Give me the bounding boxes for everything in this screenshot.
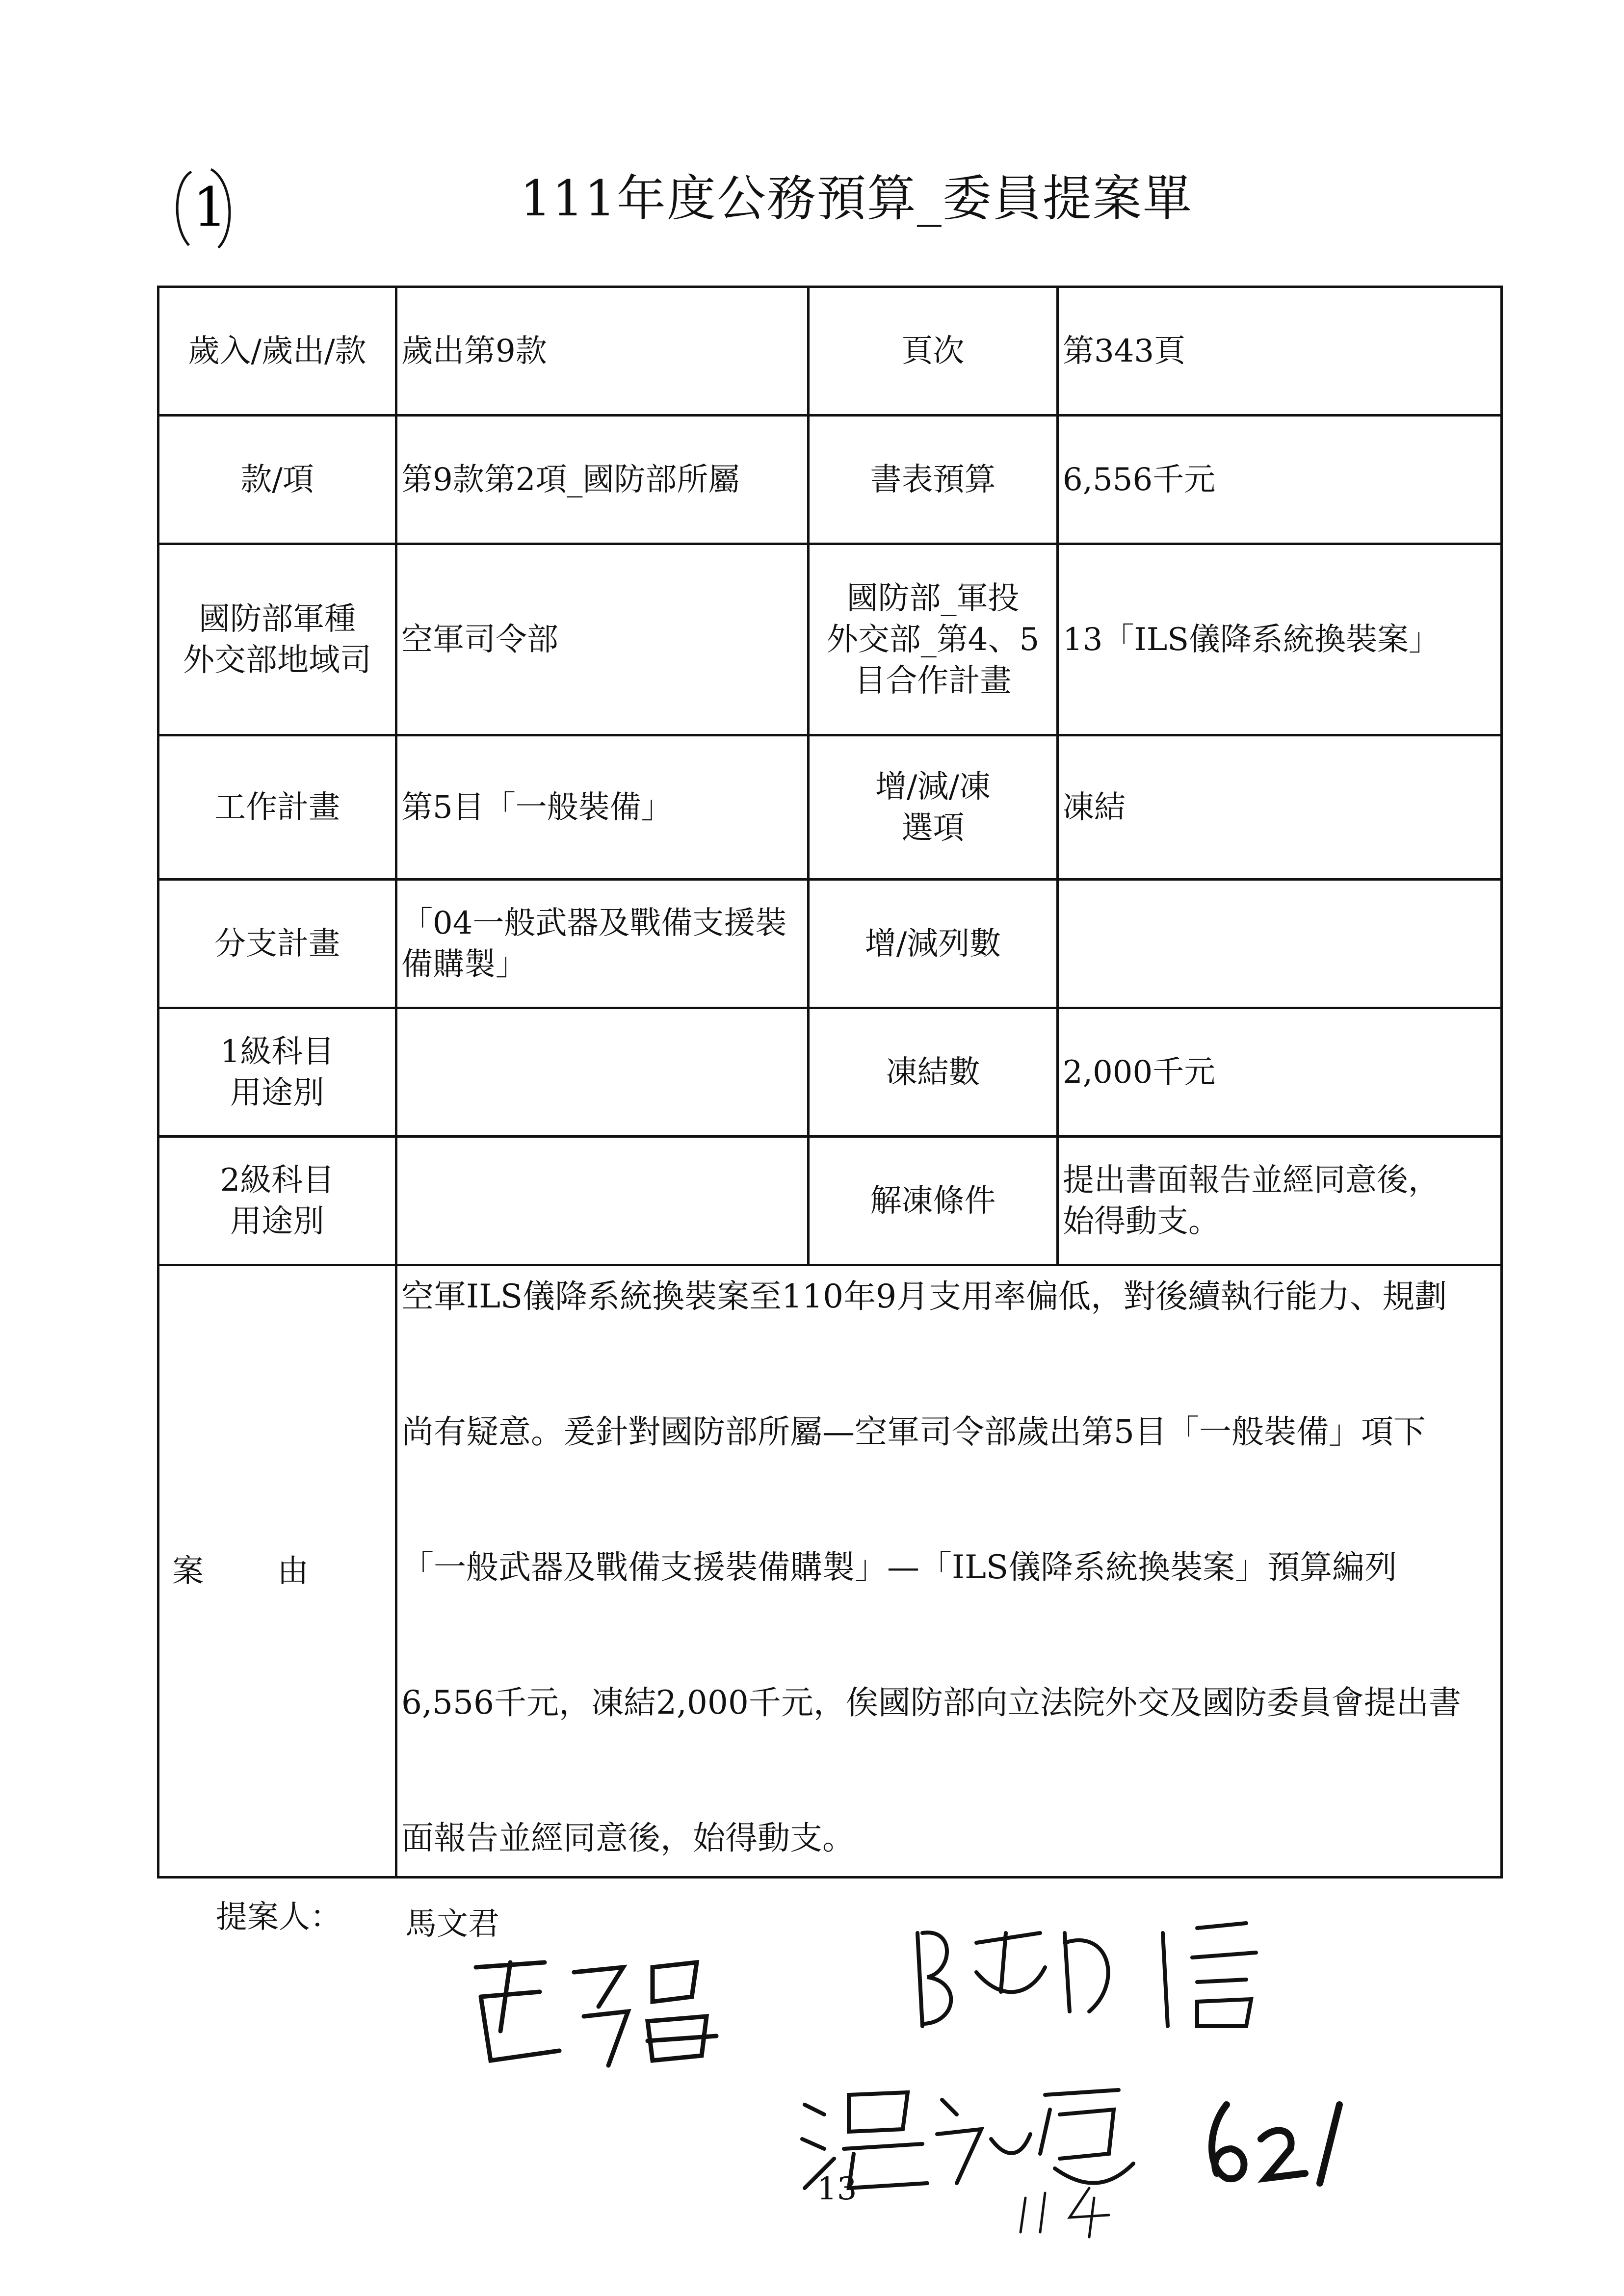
form-row-reason	[158, 1265, 1502, 1878]
label-level2-subject	[158, 1137, 396, 1265]
label-unit-line1: 國防部軍種	[199, 600, 356, 637]
label-option-line1: 增/減/凍	[875, 768, 991, 805]
label-budget: 書表預算	[809, 416, 1058, 544]
label-work-plan: 工作計畫	[158, 735, 396, 880]
label-level1-line2: 用途別	[230, 1074, 324, 1111]
form-row-section	[158, 416, 1502, 544]
proposal-form-table	[157, 286, 1503, 1879]
handwritten-small-mark	[1016, 2178, 1124, 2242]
value-level1-subject	[396, 1008, 809, 1137]
label-program	[809, 544, 1058, 735]
label-program-line1: 國防部_軍投	[846, 580, 1020, 617]
value-unfreeze-line1: 提出書面報告並經同意後，	[1063, 1162, 1440, 1199]
proposer-name: 馬文君	[405, 1906, 499, 1942]
value-page: 第343頁	[1058, 287, 1502, 416]
label-section: 款/項	[158, 416, 396, 544]
proposer-label: 提案人：	[216, 1899, 341, 1935]
value-reason	[396, 1265, 1502, 1878]
label-unfreeze-condition: 解凍條件	[809, 1137, 1058, 1265]
label-level1-subject	[158, 1008, 396, 1137]
handwritten-number-mark	[164, 162, 243, 255]
form-row-unit	[158, 544, 1502, 735]
label-unit-line2: 外交部地域司	[183, 642, 371, 678]
label-level2-line1: 2級科目	[220, 1162, 335, 1199]
label-category: 歲入/歲出/款	[158, 287, 396, 416]
form-row-work-plan	[158, 735, 1502, 880]
handwritten-number: 1	[193, 176, 227, 238]
value-unfreeze-line2: 始得動支。	[1063, 1203, 1220, 1240]
reason-line: 面報告並經同意後，始得動支。	[401, 1819, 855, 1857]
page-number: 13	[817, 2171, 857, 2207]
value-unit: 空軍司令部	[396, 544, 809, 735]
label-program-line3: 目合作計畫	[854, 662, 1012, 699]
value-budget: 6,556千元	[1058, 416, 1502, 544]
value-program: 13「ILS儀降系統換裝案」	[1058, 544, 1502, 735]
label-frozen-amount: 凍結數	[809, 1008, 1058, 1137]
label-branch-plan: 分支計畫	[158, 880, 396, 1008]
label-option-line2: 選項	[901, 809, 965, 846]
form-row-level2-subject	[158, 1137, 1502, 1265]
label-level2-line2: 用途別	[230, 1203, 324, 1240]
reason-line: 尚有疑意。爰針對國防部所屬—空軍司令部歲出第5目「一般裝備」項下	[401, 1412, 1426, 1451]
signature-1	[461, 1938, 765, 2085]
label-reason: 案由	[158, 1265, 396, 1878]
label-adjust-amount: 增/減列數	[809, 880, 1058, 1008]
label-level1-line1: 1級科目	[220, 1033, 335, 1070]
label-program-line2: 外交部_第4、5	[826, 621, 1040, 658]
reason-line: 6,556千元，凍結2,000千元，俟國防部向立法院外交及國防委員會提出書	[401, 1683, 1461, 1722]
label-page: 頁次	[809, 287, 1058, 416]
form-row-level1-subject	[158, 1008, 1502, 1137]
value-frozen-amount: 2,000千元	[1058, 1008, 1502, 1137]
value-unfreeze-condition	[1058, 1137, 1502, 1265]
label-option	[809, 735, 1058, 880]
handwritten-count-mark	[1197, 2095, 1359, 2193]
value-category: 歲出第9款	[396, 287, 809, 416]
value-adjust-amount	[1058, 880, 1502, 1008]
value-work-plan: 第5目「一般裝備」	[396, 735, 809, 880]
value-branch-plan-line2: 備購製」	[401, 946, 527, 983]
value-level2-subject	[396, 1137, 809, 1265]
reason-line: 空軍ILS儀降系統換裝案至110年9月支用率偏低，對後續執行能力、規劃	[401, 1277, 1447, 1315]
label-unit	[158, 544, 396, 735]
form-row-branch-plan	[158, 880, 1502, 1008]
value-branch-plan-line1: 「04一般武器及戰備支援裝	[401, 905, 787, 941]
value-section: 第9款第2項_國防部所屬	[396, 416, 809, 544]
reason-line: 「一般武器及戰備支援裝備購製」—「ILS儀降系統換裝案」預算編列	[401, 1548, 1397, 1586]
page-title: 111年度公務預算_委員提案單	[520, 170, 1193, 227]
signature-2	[903, 1913, 1285, 2041]
value-option: 凍結	[1058, 735, 1502, 880]
form-row-category	[158, 287, 1502, 416]
value-branch-plan	[396, 880, 809, 1008]
